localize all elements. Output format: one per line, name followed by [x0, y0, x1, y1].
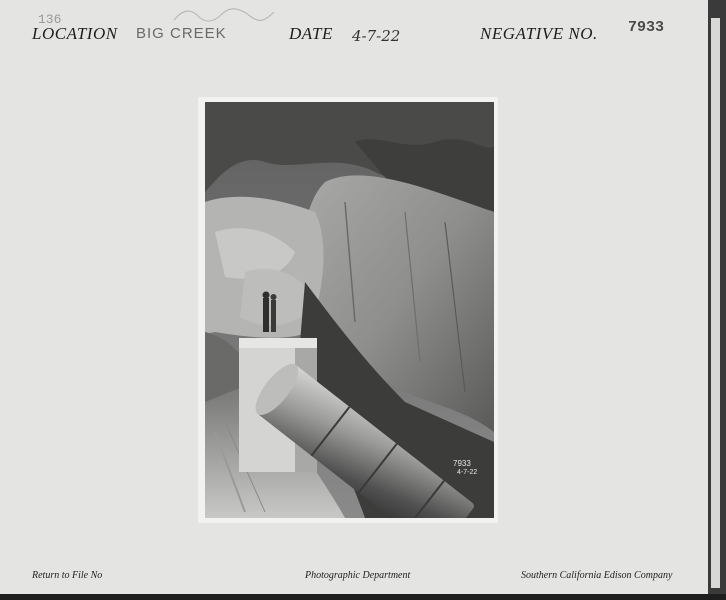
- date-label: DATE: [289, 24, 333, 43]
- penstock-photograph: [205, 102, 494, 518]
- date-value: 4-7-22: [352, 27, 401, 45]
- photographic-department-label: Photographic Department: [305, 570, 411, 581]
- penstock-photo-image: [205, 102, 494, 518]
- negative-label: NEGATIVE NO.: [480, 24, 598, 43]
- faint-handwriting-mark: [170, 4, 280, 26]
- location-value: BIG CREEK: [136, 25, 227, 42]
- location-label: LOCATION: [32, 24, 118, 43]
- svg-text:7933: 7933: [453, 459, 471, 468]
- file-number-stamp: 136: [38, 12, 62, 27]
- company-name-label: Southern California Edison Company: [521, 570, 673, 581]
- scan-bottom-edge: [0, 594, 726, 600]
- svg-text:4-7-22: 4-7-22: [457, 469, 478, 476]
- negative-number-stamp: 7933: [628, 19, 665, 36]
- adjacent-card-edge: [708, 0, 726, 600]
- return-to-file-label: Return to File No: [32, 570, 103, 581]
